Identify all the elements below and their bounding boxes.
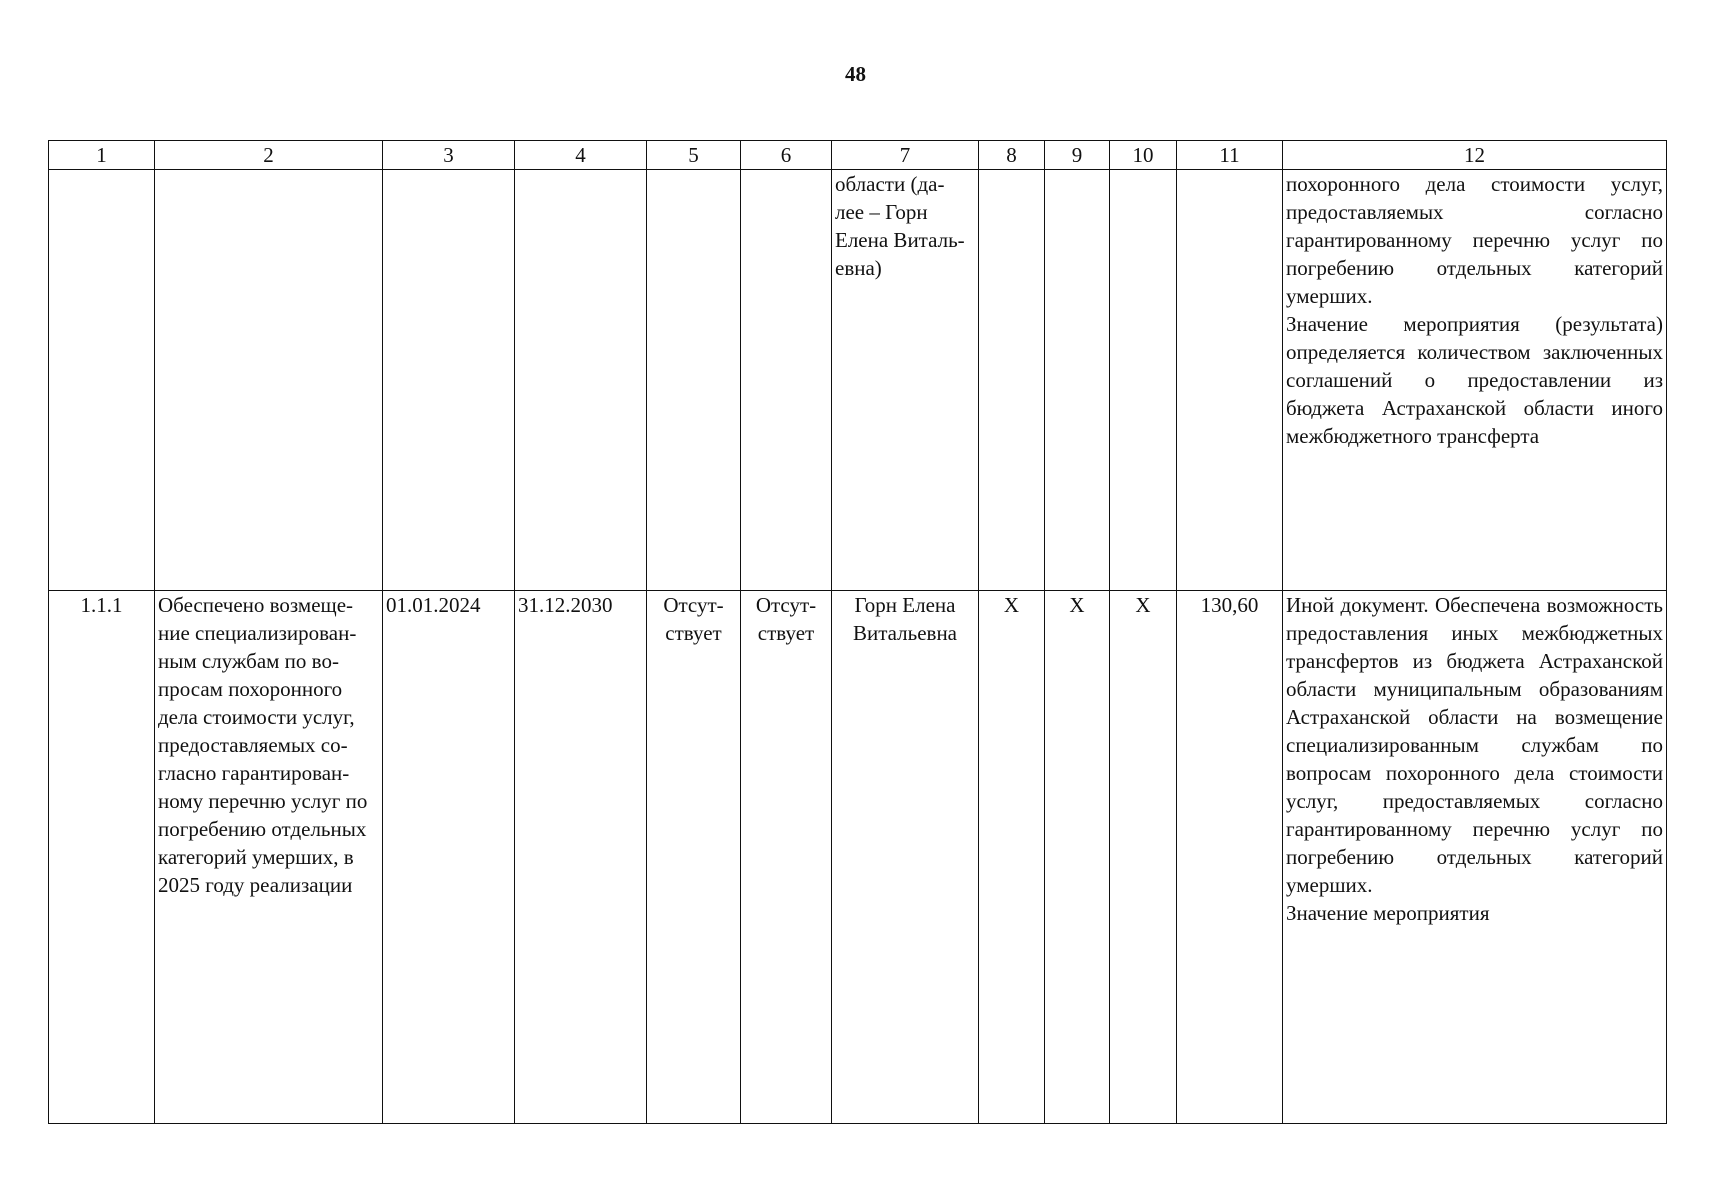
col6-cell: Отсут- ствует	[741, 591, 832, 1124]
column-header-1: 1	[49, 141, 155, 170]
start-date-cell: 01.01.2024	[383, 591, 515, 1124]
column-header-12: 12	[1283, 141, 1667, 170]
col9-cell: X	[1045, 591, 1110, 1124]
responsible-person-cell: области (да- лее – Горн Елена Виталь- евна)	[832, 170, 979, 591]
description-cell: похоронного дела стоимости услуг, предоставляемых согласно гарантированному перечню услуг по погребению отдельных категорий умерших. Значение мероприятия (результата) определяется количеством заключенных соглашений о предоставлении из бюджета Астраханской области иного межбюджетного трансферта	[1283, 170, 1667, 591]
cell	[515, 170, 647, 591]
responsible-person-cell: Горн Елена Витальевна	[832, 591, 979, 1124]
column-header-3: 3	[383, 141, 515, 170]
column-header-9: 9	[1045, 141, 1110, 170]
page-number: 48	[845, 62, 866, 86]
column-header-7: 7	[832, 141, 979, 170]
cell	[979, 170, 1045, 591]
cell	[741, 170, 832, 591]
table-row-continuation	[49, 170, 1667, 591]
end-date-cell: 31.12.2030	[515, 591, 647, 1124]
column-header-8: 8	[979, 141, 1045, 170]
col5-cell: Отсут- ствует	[647, 591, 741, 1124]
table-row-1-1-1	[49, 591, 1667, 1124]
header-row	[49, 141, 1667, 170]
cell	[1110, 170, 1177, 591]
column-header-11: 11	[1177, 141, 1283, 170]
cell	[1177, 170, 1283, 591]
cell	[647, 170, 741, 591]
column-header-6: 6	[741, 141, 832, 170]
cell	[1045, 170, 1110, 591]
cell	[155, 170, 383, 591]
item-title-cell: Обеспечено возмеще- ние специализирован- ным службам по во- просам похоронного дела стоимости услуг, предоставляемых со- гласно гарантирован- ному перечню услуг по погребению отдельных категорий умерших, в 2025 году реализации	[155, 591, 383, 1124]
description-cell: Иной документ. Обеспечена возможность предоставления иных межбюджетных трансфертов из бюджета Астраханской области муниципальным образованиям Астраханской области на возмещение специализированным службам по вопросам похоронного дела стоимости услуг, предоставляемых согласно гарантированному перечню услуг по погребению отдельных категорий умерших. Значение мероприятия	[1283, 591, 1667, 1124]
amount-cell: 130,60	[1177, 591, 1283, 1124]
cell	[383, 170, 515, 591]
col8-cell: X	[979, 591, 1045, 1124]
column-header-5: 5	[647, 141, 741, 170]
cell	[49, 170, 155, 591]
document-table	[48, 140, 1667, 1124]
column-header-10: 10	[1110, 141, 1177, 170]
column-header-2: 2	[155, 141, 383, 170]
column-header-4: 4	[515, 141, 647, 170]
col10-cell: X	[1110, 591, 1177, 1124]
item-number-cell: 1.1.1	[49, 591, 155, 1124]
